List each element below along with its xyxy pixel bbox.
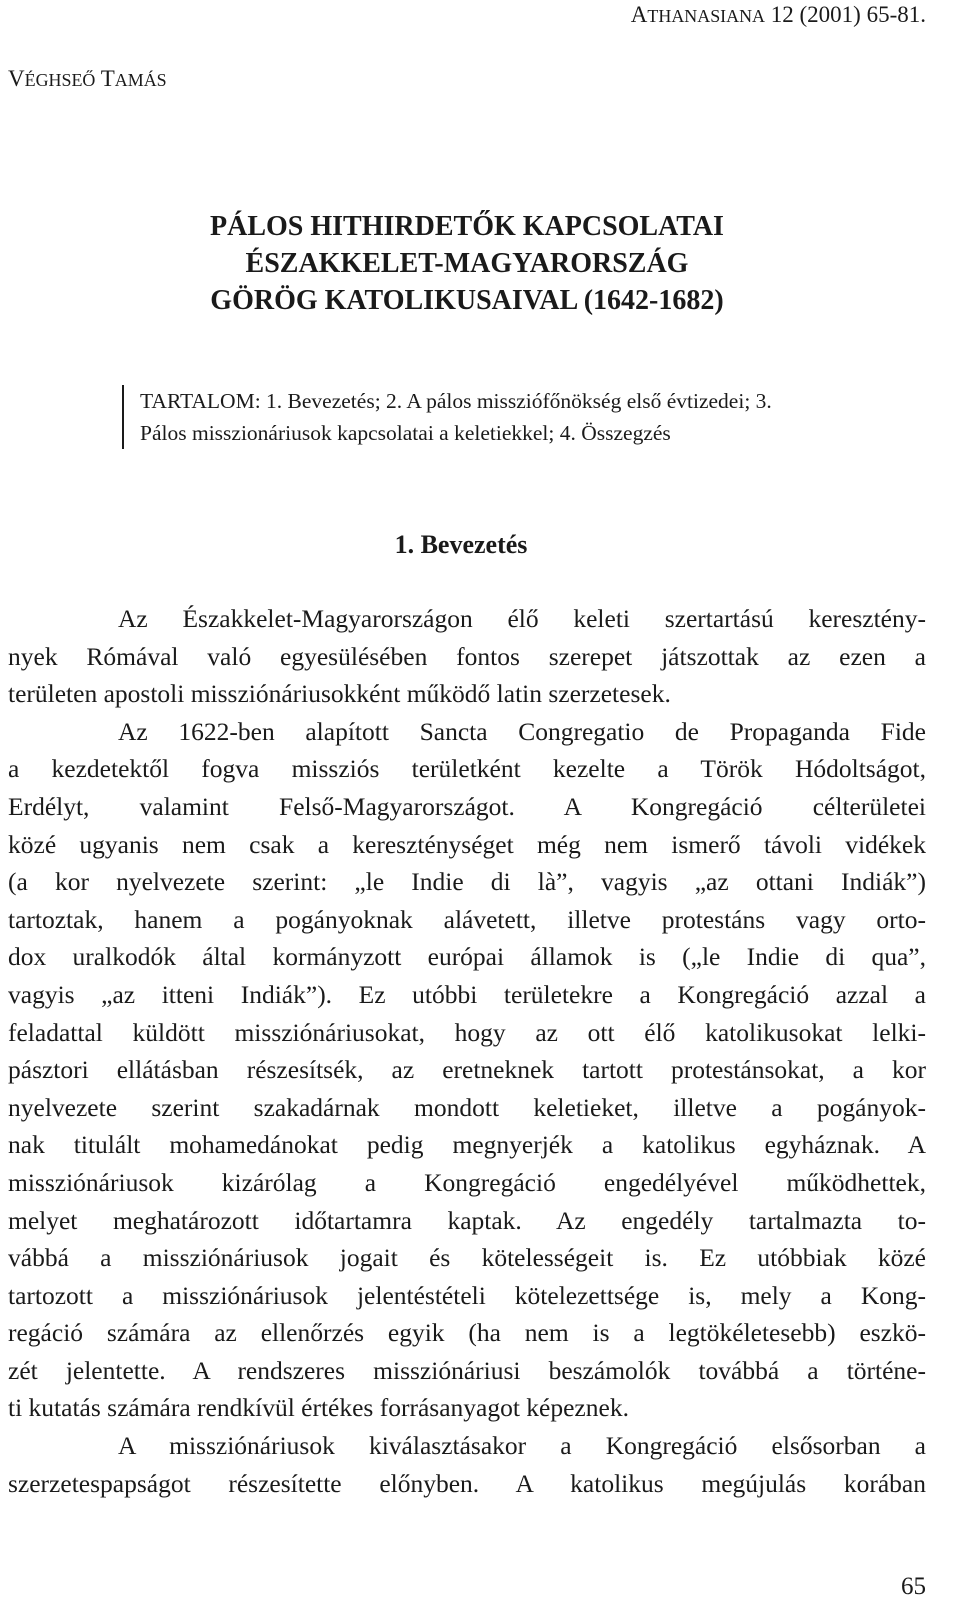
body-line: a kezdetektől fogva missziós területként kezelte a Török Hódoltságot, (8, 754, 926, 784)
toc-line: TARTALOM: 1. Bevezetés; 2. A pálos missziófőnökség első évtizedei; 3. (140, 389, 772, 413)
body-line: missziónáriusok kizárólag a Kongregáció engedélyével működhettek, (8, 1167, 926, 1197)
author-last-cap: T (100, 66, 115, 91)
body-line: vábbá a missziónáriusok jogait és kötelességeit is. Ez utóbbiak közé (8, 1243, 926, 1273)
journal-citation-numbers: 12 (2001) 65-81. (765, 2, 926, 27)
journal-citation-cap: A (630, 2, 648, 27)
article-title-line: GÖRÖG KATOLIKUSAIVAL (1642-1682) (210, 285, 724, 316)
journal-citation (631, 0, 926, 31)
table-of-contents (122, 385, 946, 449)
section-heading: 1. Bevezetés (394, 530, 528, 559)
body-line: tartoztak, hanem a pogányoknak alávetett, illetve protestáns vagy orto- (8, 904, 926, 934)
author-first-cap: V (8, 66, 25, 91)
author-first-rest: ÉGHSEŐ (24, 70, 96, 90)
body-line: területen apostoli missziónáriusokként működő latin szerzetesek. (8, 679, 671, 709)
body-line: A missziónáriusok kiválasztásakor a Kongregáció elsősorban a (118, 1431, 926, 1461)
body-line: regáció számára az ellenőrzés egyik (ha nem is a legtökéletesebb) eszkö- (8, 1318, 926, 1348)
toc-line: Pálos misszionáriusok kapcsolatai a keletiekkel; 4. Összegzés (140, 421, 671, 445)
body-line: közé ugyanis nem csak a kereszténységet még nem ismerő távoli vidékek (8, 829, 926, 859)
body-line: (a kor nyelvezete szerint: „le Indie di là”, vagyis „az ottani Indiák”) (8, 867, 926, 897)
body-line: pásztori ellátásban részesítsék, az eretneknek tartott protestánsokat, a kor (8, 1055, 926, 1085)
body-line: Az 1622-ben alapított Sancta Congregatio de Propaganda Fide (118, 716, 926, 746)
body-text (8, 600, 926, 1502)
body-line: ti kutatás számára rendkívül értékes forrásanyagot képeznek. (8, 1393, 629, 1423)
author-name (8, 64, 167, 95)
article-title-line: PÁLOS HITHIRDETŐK KAPCSOLATAI (210, 211, 724, 242)
page-number: 65 (901, 1573, 926, 1600)
body-line: melyet meghatározott időtartamra kaptak. Az engedély tartalmazta to- (8, 1205, 926, 1235)
journal-citation-smallcaps: THANASIANA (647, 6, 766, 26)
author-last-rest: AMÁS (114, 70, 167, 90)
body-line: vagyis „az itteni Indiák”). Ez utóbbi területekre a Kongregáció azzal a (8, 979, 926, 1009)
body-line: szerzetespapságot részesítette előnyben. A katolikus megújulás korában (8, 1468, 926, 1498)
body-line: nyelvezete szerint szakadárnak mondott keletieket, illetve a pogányok- (8, 1092, 926, 1122)
body-line: nyek Rómával való egyesülésében fontos szerepet játszottak az ezen a (8, 641, 926, 671)
body-line: nak titulált mohamedánokat pedig megnyerjék a katolikus egyháznak. A (8, 1130, 926, 1160)
article-title (0, 208, 934, 319)
body-line: dox uralkodók által kormányzott európai államok is („le Indie di qua”, (8, 942, 926, 972)
article-title-line: ÉSZAKKELET-MAGYARORSZÁG (245, 248, 689, 279)
body-line: feladattal küldött missziónáriusokat, hogy az ott élő katolikusokat lelki- (8, 1017, 926, 1047)
body-line: Az Északkelet-Magyarországon élő keleti szertartású keresztény- (118, 604, 926, 633)
body-line: Erdélyt, valamint Felső-Magyarországot. A Kongregáció célterületei (8, 791, 926, 821)
body-line: tartozott a missziónáriusok jelentéstételi kötelezettsége is, mely a Kong- (8, 1280, 926, 1310)
body-line: zét jelentette. A rendszeres missziónáriusi beszámolók továbbá a történe- (8, 1355, 926, 1385)
